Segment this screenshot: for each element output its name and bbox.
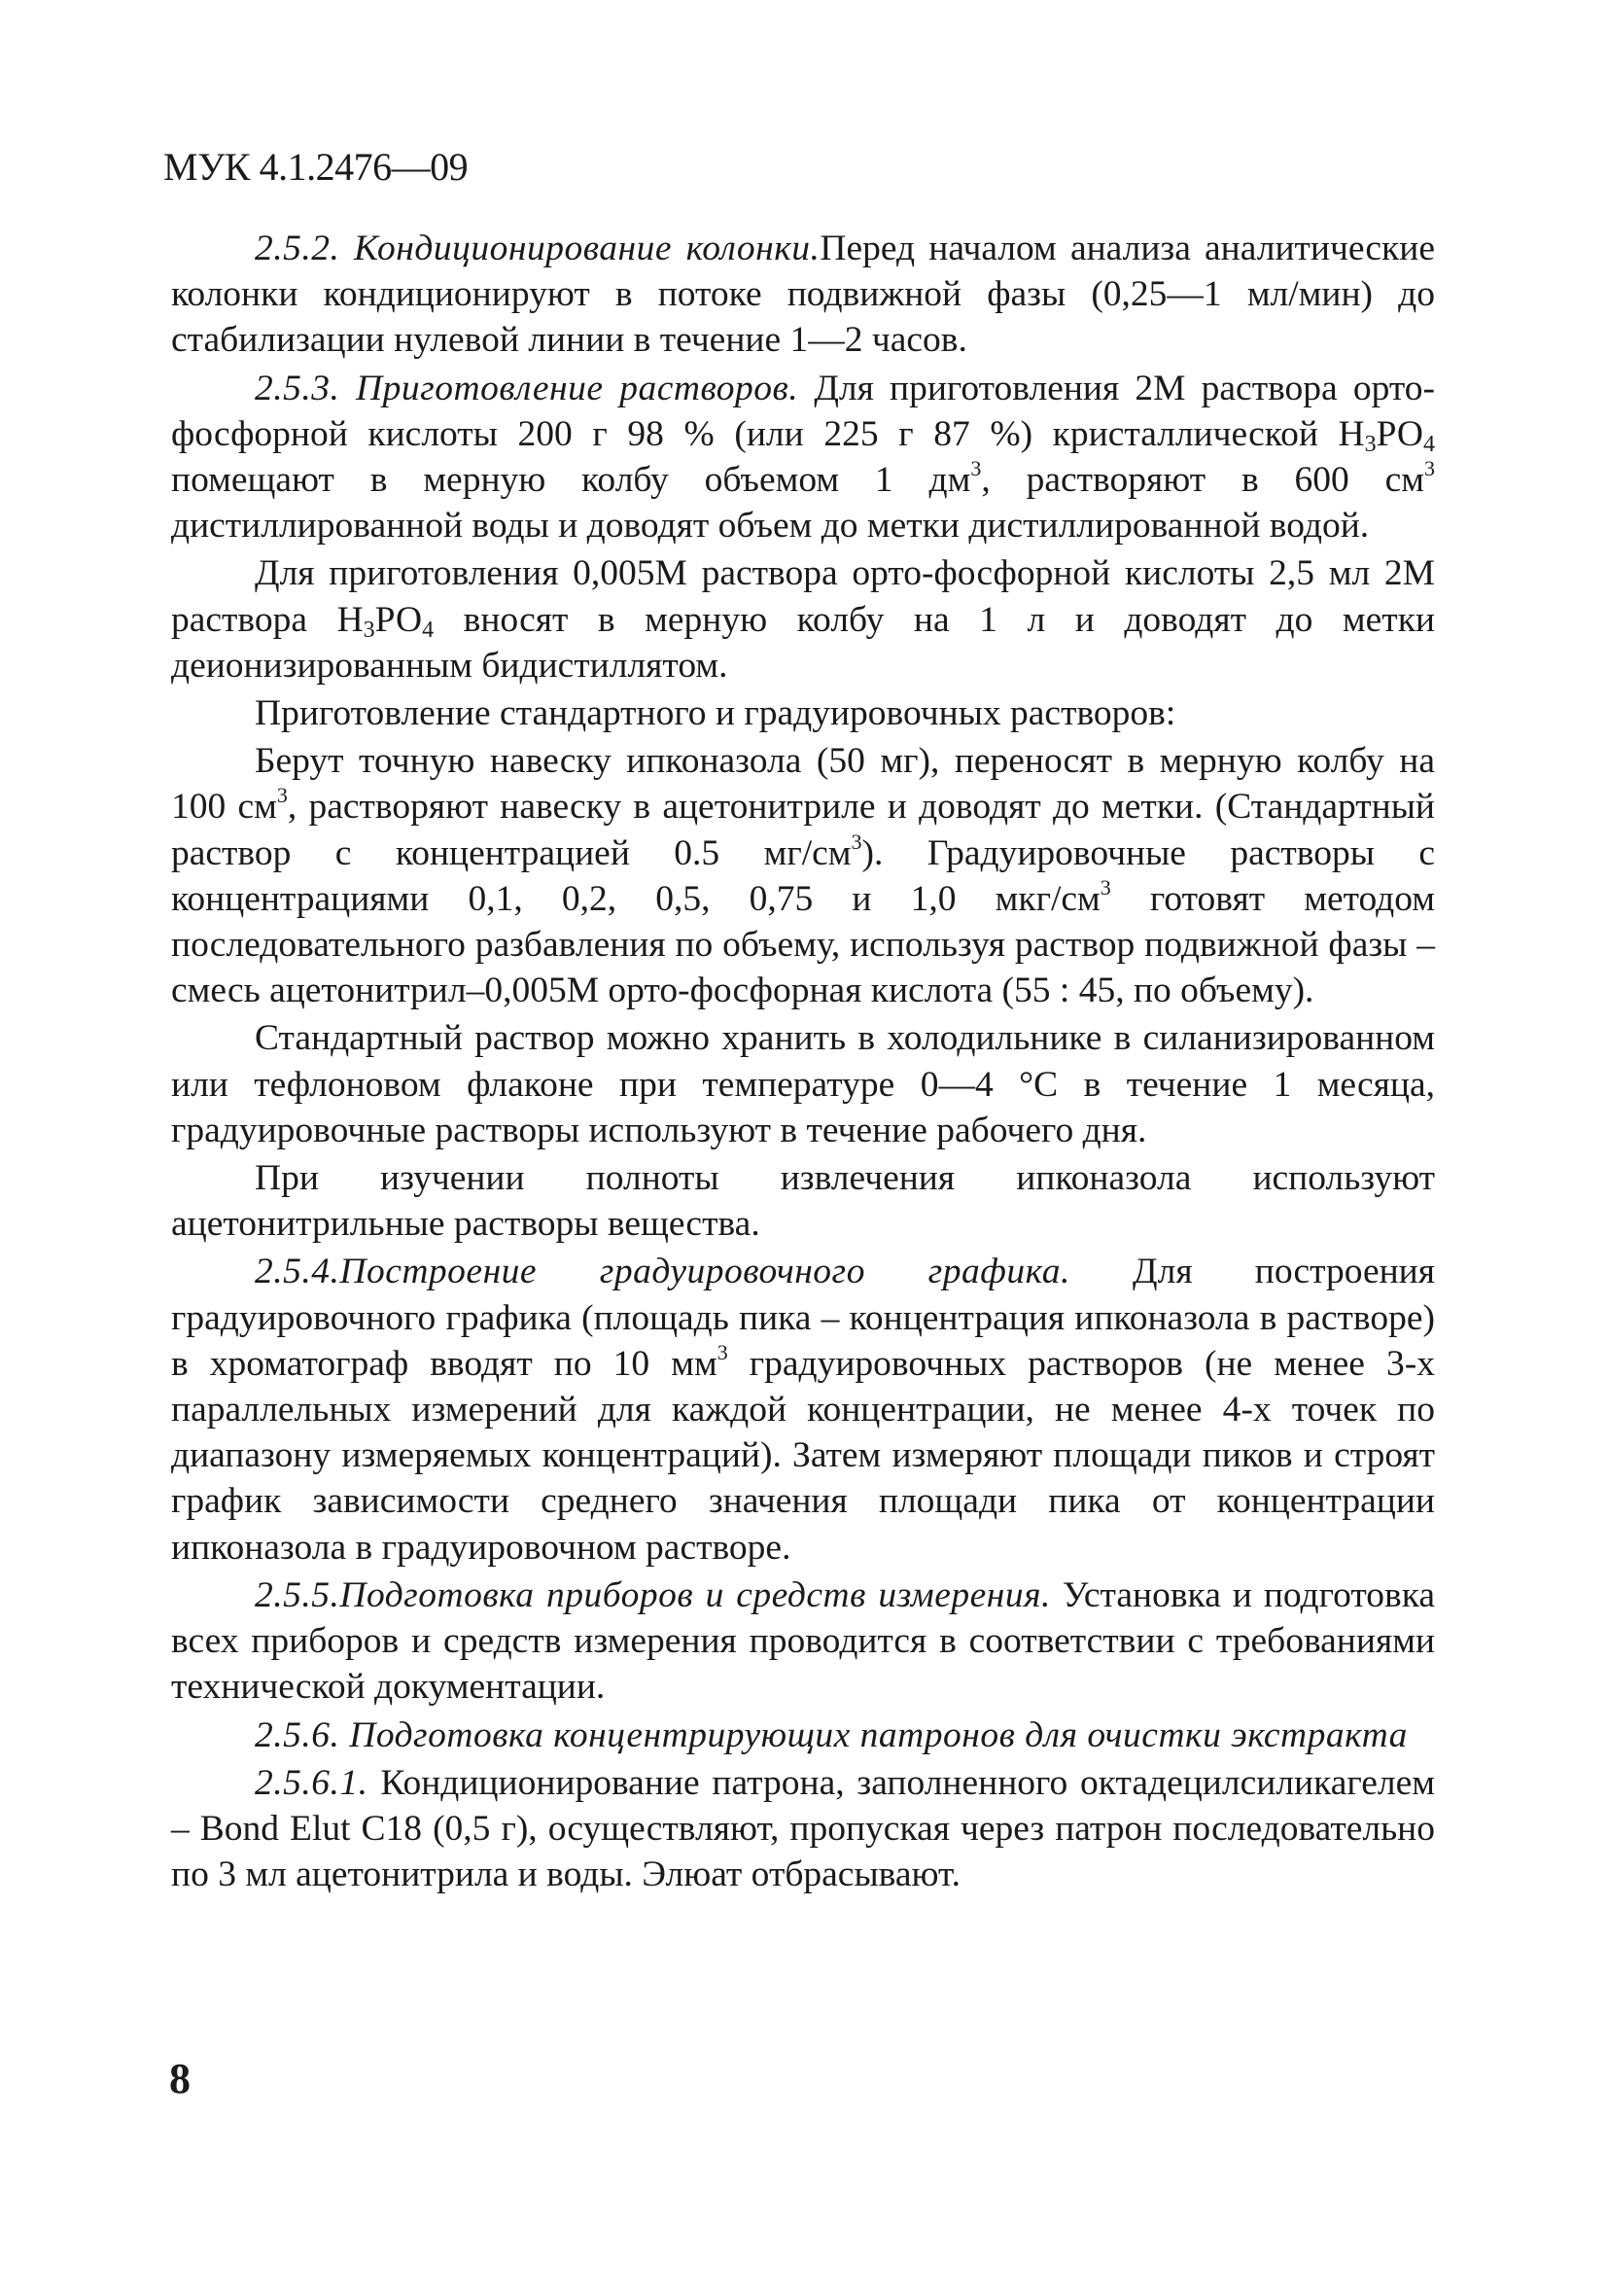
paragraph-recovery-study: При изучении полноты извлечения ипконазола используют ацетонитрильные растворы вещества. <box>171 1158 1435 1245</box>
section-heading-2-5-4: 2.5.4.Построение градуировочного графика. <box>255 1252 1070 1292</box>
paragraph-cartridge-conditioning: 2.5.6.1. Кондиционирование патрона, заполненного октадецилсиликагелем – Bond Elut C18 (0,5 г), осуществляют, пропуская через патрон последовательно по 3 мл ацетонитрила и воды. Элюат отбрасывают. <box>171 1762 1435 1895</box>
paragraph-phosphoric-acid-dilution: Для приготовления 0,005М раствора орто-фосфорной кислоты 2,5 мл 2М раствора $Н_3РО_4$ вносят в мерную колбу на 1 л и доводят до метки деионизированным бидистиллятом. <box>171 553 1435 686</box>
page-number: 8 <box>169 2055 191 2102</box>
paragraph-instrument-preparation: 2.5.5.Подготовка приборов и средств измерения. Установка и подготовка всех приборов и средств измерения проводится в соответствии с требованиями технической документации. <box>171 1574 1435 1708</box>
section-heading-2-5-6: 2.5.6. Подготовка концентрирующих патронов для очистки экстракта <box>255 1714 1408 1755</box>
paragraph-storage: Стандартный раствор можно хранить в холодильнике в силанизированном или тефлоновом флаконе при температуре 0—4 °С в течение 1 месяца, градуировочные растворы используют в течение рабочего дня. <box>171 1018 1435 1150</box>
section-heading-2-5-5: 2.5.5.Подготовка приборов и средств измерения. <box>255 1574 1051 1615</box>
section-heading-2-5-3: 2.5.3. Приготовление растворов. <box>255 368 799 408</box>
document-code-header: МУК 4.1.2476—09 <box>163 145 469 189</box>
paragraph-standard-solutions-intro: Приготовление стандартного и градуировочных растворов: <box>255 693 1176 734</box>
section-heading-2-5-6-1: 2.5.6.1. <box>255 1762 368 1803</box>
section-heading-2-5-2: 2.5.2. Кондиционирование колонки. <box>255 229 821 268</box>
paragraph-standard-solution-procedure: Берут точную навеску ипконазола (50 мг), переносят в мерную колбу на 100 $см^3$, растворяют навеску в ацетонитриле и доводят до метки. (Стандартный раствор с концентрацией 0.5 $мг/см^3$). Градуировочные растворы с концентрациями 0,1, 0,2, 0,5, 0,75 и 1,0 мкг/$см^3$ готовят методом последовательного разбавления по объему, используя раствор подвижной фазы – смесь ацетонитрил–0,005М орто-фосфорная кислота (55 : 45, по объему). <box>171 741 1436 1011</box>
paragraph-cartridge-preparation-heading <box>171 1713 1435 1758</box>
paragraph-column-conditioning: 2.5.2. Кондиционирование колонки.Перед началом анализа аналитические колонки кондиционируют в потоке подвижной фазы (0,25—1 мл/мин) до стабилизации нулевой линии в течение 1—2 часов. <box>171 229 1435 361</box>
document-body <box>171 226 1435 1897</box>
paragraph-solutions-preparation: 2.5.3. Приготовление растворов. Для приготовления 2М раствора орто-фосфорной кислоты 200 г 98 % (или 225 г 87 %) кристаллической $Н_3РО_4$ помещают в мерную колбу объемом 1 $дм^3$, растворяют в 600 $см^3$ дистиллированной воды и доводят объем до метки дистиллированной водой. <box>171 368 1435 547</box>
paragraph-calibration-curve: 2.5.4.Построение градуировочного графика. Для построения градуировочного графика (площадь пика – концентрация ипконазола в растворе) в хроматограф вводят по 10 $мм^3$ градуировочных растворов (не менее 3-х параллельных измерений для каждой концентрации, не менее 4-х точек по диапазону измеряемых концентраций). Затем измеряют площади пиков и строят график зависимости среднего значения площади пика от концентрации ипконазола в градуировочном растворе. <box>171 1252 1435 1568</box>
